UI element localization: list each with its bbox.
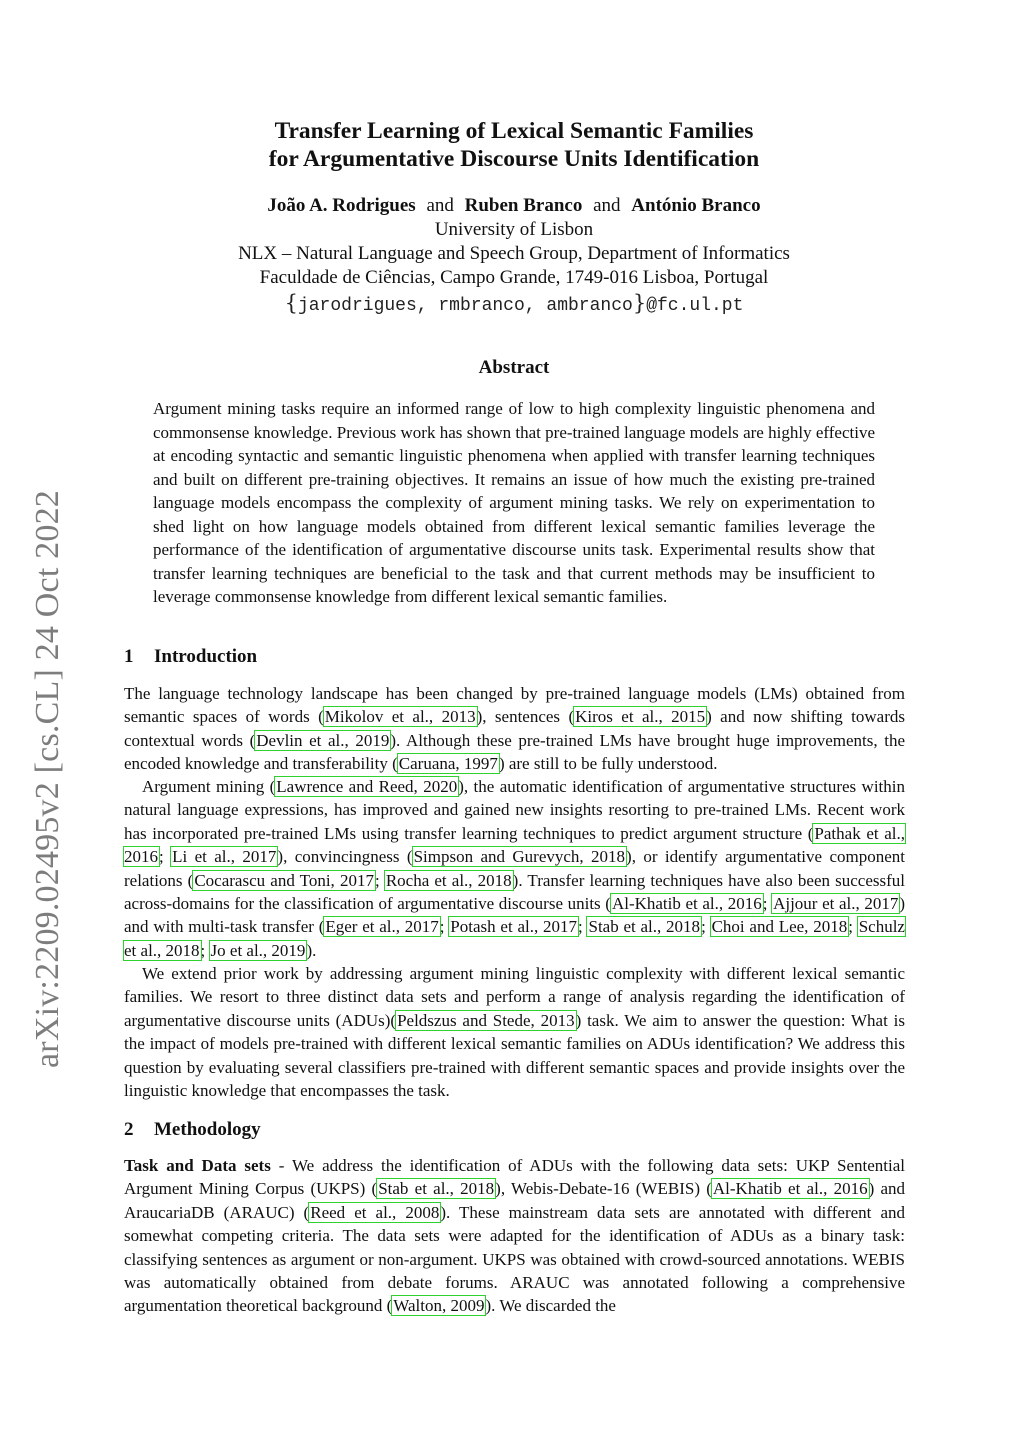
text-run: ), Webis-Debate-16 (WEBIS) ( (495, 1179, 712, 1199)
citation-link[interactable]: Eger et al., 2017 (325, 917, 439, 937)
text-run: ), or identify argumentative component relations ( (124, 847, 905, 890)
text-run: ), the automatic identification of argumentative structures within natural language expressions, has improved and gained new insights resorting to pre-trained LMs. Recent work has incorporated pre-trained LMs using transfer learning techniques to predict argument structure ( (124, 777, 905, 843)
methodology-paragraph-1 (124, 1154, 905, 1318)
text-run: ), convincingness ( (277, 847, 413, 867)
text-run: ) and AraucariaDB (ARAUC) ( (124, 1179, 906, 1222)
citation-link[interactable]: Mikolov et al., 2013 (324, 707, 476, 727)
citation-link[interactable]: Jo et al., 2019 (210, 940, 306, 960)
affiliation-group: NLX – Natural Language and Speech Group, Department of Informatics (238, 243, 790, 264)
text-run: ). Transfer learning techniques have also been successful across-domains for the classification of argumentative discourse units ( (124, 870, 905, 914)
author-list (120, 194, 908, 218)
text-run: ; (200, 940, 210, 960)
text-run: Argument mining ( (142, 777, 276, 796)
text-run: We extend prior work by addressing argument mining linguistic complexity with different lexical semantic families. We resort to three distinct data sets and perform a range of analysis regarding the identification of argumentative discourse units (ADUs)( (124, 964, 905, 1030)
citation-link[interactable]: Walton, 2009 (393, 1296, 485, 1316)
citation-link[interactable]: Caruana, 1997 (398, 754, 498, 774)
abstract-heading: Abstract (478, 357, 550, 378)
paper-title-line-2: for Argumentative Discourse Units Identification (268, 146, 760, 172)
abstract-text: Argument mining tasks require an informed range of low to high complexity linguistic phenomena and commonsense knowledge. Previous work has shown that pre-trained language models are highly effective at encoding syntactic and semantic linguistic phenomena when applied with transfer learning techniques and built on different pre-training objectives. It remains an issue of how much the existing pre-trained language models encompass the complexity of argument mining tasks. We rely on experimentation to shed light on how language models obtained from different lexical semantic families leverage the performance of the identification of argumentative discourse units task. Experimental results show that transfer learning techniques are beneficial to the task and that current methods may be insufficient to leverage commonsense knowledge from different lexical semantic families. (153, 399, 875, 606)
email-users: jarodrigues, rmbranco, ambranco (297, 296, 633, 316)
citation-link[interactable]: Ajjour et al., 2017 (773, 894, 899, 914)
affiliation-address: Faculdade de Ciências, Campo Grande, 1749-016 Lisboa, Portugal (259, 267, 769, 288)
citation-link[interactable]: Pathak et al., 2016 (124, 823, 905, 867)
text-run: ). These mainstream data sets are annotated with different and somewhat competing criteria. The data sets were adapted for the identification of ADUs as a binary task: classifying sentences as argument or non-argument. UKPS was obtained with crowd-sourced annotations. WEBIS was automatically obtained from debate forums. ARAUC was annotated following a comprehensive argumentation theoretical background ( (124, 1202, 905, 1316)
text-run: ; (762, 894, 773, 914)
citation-link[interactable]: Cocarascu and Toni, 2017 (194, 870, 374, 890)
arxiv-identifier-stamp: arXiv:2209.02495v2 [cs.CL] 24 Oct 2022 (29, 490, 66, 1068)
citation-link[interactable]: Al-Khatib et al., 2016 (611, 894, 762, 914)
text-run: ) and with multi-task transfer ( (124, 894, 905, 937)
citation-link[interactable]: Lawrence and Reed, 2020 (276, 777, 458, 796)
citation-link[interactable]: Li et al., 2017 (172, 847, 277, 867)
text-run: ; (374, 870, 385, 890)
section-title: Methodology (154, 1119, 261, 1140)
citation-link[interactable]: Stab et al., 2018 (588, 917, 701, 937)
citation-link[interactable]: Schulz et al., 2018 (124, 917, 905, 960)
citation-link[interactable]: Rocha et al., 2018 (385, 870, 512, 890)
citation-link[interactable]: Simpson and Gurevych, 2018 (413, 847, 626, 867)
text-run: ) and now shifting towards contextual words ( (124, 707, 905, 750)
paragraph-run-in-heading: Task and Data sets (124, 1156, 271, 1175)
text-run: ). Although these pre-trained LMs have brought huge improvements, the encoded knowledge and transferability ( (124, 730, 905, 774)
author-name: Ruben Branco (464, 195, 583, 216)
text-run: ) task. We aim to answer the question: What is the impact of models pre-trained with different lexical semantic families on ADUs identification? We address this question by evaluating several classifiers pre-trained with different semantic spaces and provide insights over the linguistic knowledge that encompasses the task. (124, 1010, 905, 1101)
section-number: 1 (124, 646, 134, 667)
citation-link[interactable]: Potash et al., 2017 (450, 917, 577, 937)
paper-title-line-1: Transfer Learning of Lexical Semantic Families (274, 118, 754, 144)
citation-link[interactable]: Choi and Lee, 2018 (711, 917, 848, 937)
author-emails[interactable] (120, 290, 908, 319)
citation-link[interactable]: Stab et al., 2018 (378, 1179, 495, 1199)
text-run: ) are still to be fully understood. (498, 754, 718, 774)
text-run: ; (577, 917, 588, 937)
section-number: 2 (124, 1119, 134, 1140)
citation-link[interactable]: Peldszus and Stede, 2013 (397, 1010, 575, 1030)
text-run: ; (848, 917, 858, 937)
citation-link[interactable]: Al-Khatib et al., 2016 (712, 1179, 868, 1199)
email-brace-close: } (632, 291, 647, 315)
email-brace-open: { (284, 291, 298, 315)
intro-paragraph-2 (124, 775, 905, 962)
author-conjunction: and (593, 195, 621, 216)
text-run: ; (159, 847, 172, 867)
text-run: ). We discarded the (485, 1296, 616, 1316)
intro-paragraph-1 (124, 682, 905, 776)
author-name: João A. Rodrigues (267, 195, 416, 216)
text-run: - We address the identification of ADUs with the following data sets: UKP Sentential Argument Mining Corpus (UKPS) ( (124, 1156, 905, 1199)
text-run: The language technology landscape has been changed by pre-trained language models (LMs) obtained from semantic spaces of words ( (124, 684, 905, 727)
text-run: ; (701, 917, 711, 937)
citation-link[interactable]: Devlin et al., 2019 (256, 730, 390, 750)
email-domain: @fc.ul.pt (646, 296, 744, 316)
section-heading-methodology (124, 1118, 261, 1142)
text-run: ; (439, 917, 450, 937)
text-run: ). (306, 940, 317, 960)
citation-link[interactable]: Reed et al., 2008 (310, 1202, 440, 1222)
author-name: António Branco (631, 195, 761, 216)
section-title: Introduction (154, 646, 258, 667)
citation-link[interactable]: Kiros et al., 2015 (575, 707, 706, 727)
text-run: ), sentences ( (476, 707, 575, 727)
affiliation-university: University of Lisbon (434, 219, 594, 240)
author-conjunction: and (426, 195, 454, 216)
intro-paragraph-3 (124, 962, 905, 1102)
section-heading-introduction (124, 645, 257, 669)
